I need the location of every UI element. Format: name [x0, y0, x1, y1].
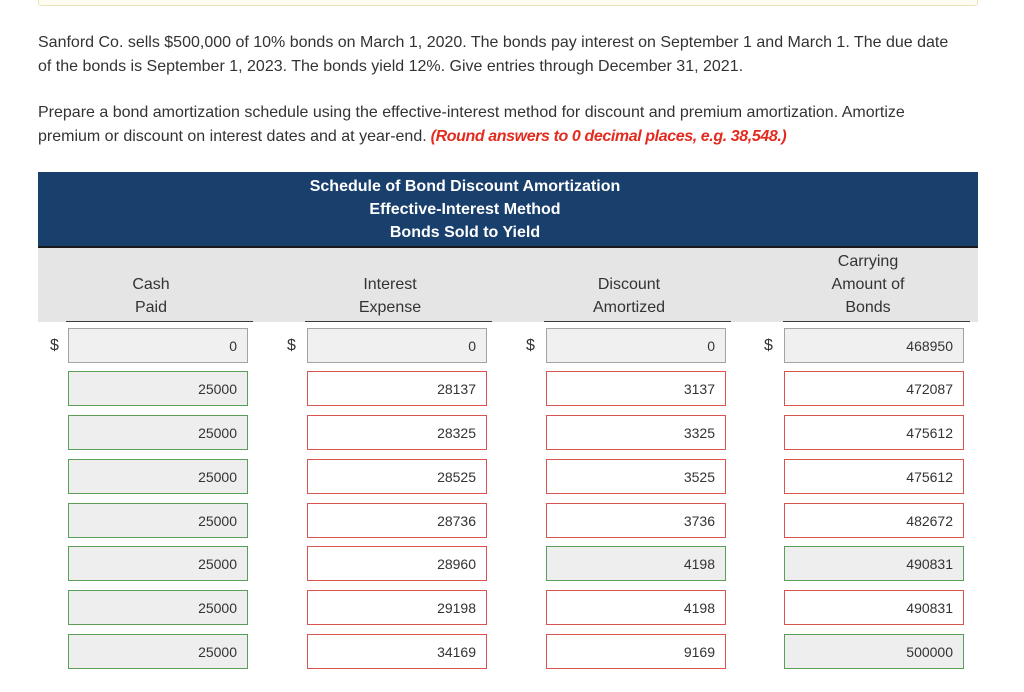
carrying-amount-input[interactable] — [784, 503, 964, 538]
carrying-amount-input[interactable] — [784, 590, 964, 625]
column-header-label: Interest — [363, 276, 417, 293]
schedule-row — [0, 371, 1024, 406]
interest-expense-input[interactable] — [307, 546, 487, 581]
carrying-amount-input[interactable] — [784, 415, 964, 450]
schedule-row — [0, 459, 1024, 494]
discount-amortized-input[interactable] — [546, 459, 726, 494]
schedule-row — [0, 546, 1024, 581]
dollar-sign: $ — [526, 337, 535, 354]
column-header-label: Paid — [134, 299, 168, 316]
carrying-amount-input[interactable] — [784, 371, 964, 406]
schedule-row — [0, 503, 1024, 538]
column-header-label: Carrying — [837, 253, 899, 270]
interest-expense-input[interactable] — [307, 459, 487, 494]
column-header-label: Amount of — [831, 276, 905, 293]
interest-expense-input[interactable] — [307, 371, 487, 406]
cash-paid-input[interactable] — [68, 590, 248, 625]
interest-expense-input[interactable] — [307, 590, 487, 625]
schedule-subtitle-line: Bonds Sold to Yield — [389, 224, 541, 241]
carrying-amount-input[interactable] — [784, 459, 964, 494]
column-header-label: Cash — [132, 276, 170, 293]
cash-paid-input[interactable] — [68, 546, 248, 581]
schedule-row — [0, 590, 1024, 625]
problem-statement — [38, 31, 948, 79]
column-header-carrying-amount — [783, 248, 970, 322]
discount-amortized-input[interactable] — [546, 371, 726, 406]
column-header-discount-amortized — [544, 248, 731, 322]
instructions-line — [38, 125, 905, 149]
schedule-row — [0, 415, 1024, 450]
problem-statement-line: Sanford Co. sells $500,000 of 10% bonds on March 1, 2020. The bonds pay interest on September 1 and March 1. The due date — [38, 34, 949, 51]
cash-paid-input[interactable] — [68, 634, 248, 669]
column-header-label: Amortized — [592, 299, 666, 316]
schedule-row — [0, 634, 1024, 669]
discount-amortized-input[interactable] — [546, 634, 726, 669]
instructions — [38, 101, 905, 148]
carrying-amount-input[interactable] — [784, 634, 964, 669]
column-header-label: Expense — [358, 299, 422, 316]
interest-expense-input[interactable] — [307, 415, 487, 450]
interest-expense-input[interactable] — [307, 503, 487, 538]
schedule-title-line: Schedule of Bond Discount Amortization — [309, 178, 621, 195]
column-header-label: Discount — [597, 276, 661, 293]
instructions-text: premium or discount on interest dates and at year-end. — [38, 127, 427, 145]
discount-amortized-input[interactable] — [546, 546, 726, 581]
schedule-title — [38, 175, 892, 244]
cash-paid-input[interactable] — [68, 371, 248, 406]
cash-paid-input[interactable] — [68, 415, 248, 450]
schedule-subtitle-line: Effective-Interest Method — [369, 201, 561, 218]
instructions-line: Prepare a bond amortization schedule using the effective-interest method for discount and premium amortization. Amortize — [38, 104, 905, 121]
problem-statement-line: of the bonds is September 1, 2023. The bonds yield 12%. Give entries through December 31, 2021. — [38, 58, 744, 75]
rounding-note: (Round answers to 0 decimal places, e.g. 38,548.) — [430, 127, 787, 145]
interest-expense-input[interactable] — [307, 634, 487, 669]
carrying-amount-input[interactable] — [784, 328, 964, 363]
discount-amortized-input[interactable] — [546, 503, 726, 538]
cash-paid-input[interactable] — [68, 503, 248, 538]
cash-paid-input[interactable] — [68, 328, 248, 363]
discount-amortized-input[interactable] — [546, 415, 726, 450]
carrying-amount-input[interactable] — [784, 546, 964, 581]
top-panel-edge — [38, 0, 978, 6]
discount-amortized-input[interactable] — [546, 590, 726, 625]
column-header-interest-expense — [305, 248, 492, 322]
discount-amortized-input[interactable] — [546, 328, 726, 363]
column-header-label: Bonds — [845, 299, 891, 316]
schedule-row — [0, 328, 1024, 363]
dollar-sign: $ — [764, 337, 773, 354]
schedule-title-bar — [38, 172, 978, 248]
cash-paid-input[interactable] — [68, 459, 248, 494]
column-header-row — [38, 248, 978, 322]
dollar-sign: $ — [50, 337, 59, 354]
dollar-sign: $ — [287, 337, 296, 354]
interest-expense-input[interactable] — [307, 328, 487, 363]
column-header-cash-paid — [66, 248, 253, 322]
